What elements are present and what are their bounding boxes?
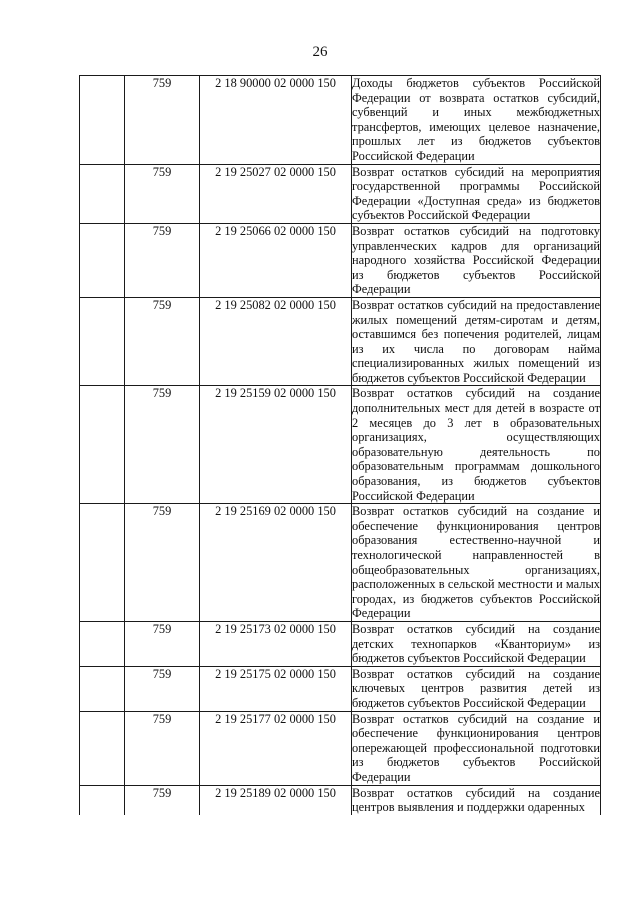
administrator-code-cell: 759 <box>125 711 200 785</box>
administrator-code-cell: 759 <box>125 223 200 297</box>
income-name-cell: Возврат остатков субсидий на создание центров выявления и поддержки одаренных <box>352 785 600 815</box>
table-row <box>80 297 601 386</box>
income-code-cell: 2 19 25169 02 0000 150 <box>200 504 352 622</box>
empty-cell <box>80 76 125 165</box>
income-name-cell: Возврат остатков субсидий на создание и обеспечение функционирования центров опережающей профессиональной подготовки из бюджетов субъектов Российской Федерации <box>352 711 600 784</box>
empty-cell <box>80 666 125 711</box>
income-name-cell: Возврат остатков субсидий на создание детских технопарков «Кванториум» из бюджетов субъектов Российской Федерации <box>352 621 600 666</box>
income-code-cell: 2 19 25027 02 0000 150 <box>200 164 352 223</box>
empty-cell <box>80 621 125 666</box>
administrator-code-cell: 759 <box>125 785 200 815</box>
administrator-code-cell: 759 <box>125 164 200 223</box>
income-code-cell: 2 19 25173 02 0000 150 <box>200 621 352 666</box>
income-name-cell: Возврат остатков субсидий на предоставление жилых помещений детям-сиротам и детям, оставшимся без попечения родителей, лицам из их числа по договорам найма специализированных жилых помещений из бюджетов субъектов Российской Федерации <box>352 297 600 385</box>
administrator-code-cell: 759 <box>125 297 200 386</box>
table-row <box>80 711 601 785</box>
table-row <box>80 164 601 223</box>
income-name-cell: Возврат остатков субсидий на создание дополнительных мест для детей в возрасте от 2 месяцев до 3 лет в образовательных организациях, осуществляющих образовательную деятельность по образовательным программам дошкольного образования, из бюджетов субъектов Российской Федерации <box>352 386 600 503</box>
income-code-cell: 2 19 25082 02 0000 150 <box>200 297 352 386</box>
administrator-code-cell: 759 <box>125 76 200 165</box>
budget-classification-table <box>79 75 601 815</box>
empty-cell <box>80 785 125 815</box>
income-code-cell: 2 19 25175 02 0000 150 <box>200 666 352 711</box>
income-name-cell: Возврат остатков субсидий на создание и обеспечение функционирования центров образования естественно-научной и технологической направленностей в общеобразовательных организациях, расположенных в сельской местности и малых городах, из бюджетов субъектов Российской Федерации <box>352 504 600 621</box>
income-name-cell: Доходы бюджетов субъектов Российской Федерации от возврата остатков субсидий, субвенций и иных межбюджетных трансфертов, имеющих целевое назначение, прошлых лет из бюджетов субъектов Российской Федерации <box>352 76 600 163</box>
income-code-cell: 2 19 25177 02 0000 150 <box>200 711 352 785</box>
income-code-cell: 2 19 25189 02 0000 150 <box>200 785 352 815</box>
table-row <box>80 666 601 711</box>
administrator-code-cell: 759 <box>125 386 200 504</box>
administrator-code-cell: 759 <box>125 504 200 622</box>
income-code-cell: 2 18 90000 02 0000 150 <box>200 76 352 165</box>
empty-cell <box>80 386 125 504</box>
table-row <box>80 223 601 297</box>
empty-cell <box>80 164 125 223</box>
income-name-cell: Возврат остатков субсидий на создание ключевых центров развития детей из бюджетов субъектов Российской Федерации <box>352 666 600 710</box>
table-row <box>80 386 601 504</box>
table-row <box>80 504 601 622</box>
table-row <box>80 621 601 666</box>
empty-cell <box>80 223 125 297</box>
administrator-code-cell: 759 <box>125 666 200 711</box>
income-code-cell: 2 19 25159 02 0000 150 <box>200 386 352 504</box>
table-row <box>80 785 601 815</box>
income-name-cell: Возврат остатков субсидий на подготовку управленческих кадров для организаций народного хозяйства Российской Федерации из бюджетов субъектов Российской Федерации <box>352 223 600 297</box>
table-row <box>80 76 601 165</box>
empty-cell <box>80 297 125 386</box>
page-number: 26 <box>312 44 328 60</box>
empty-cell <box>80 711 125 785</box>
administrator-code-cell: 759 <box>125 621 200 666</box>
income-code-cell: 2 19 25066 02 0000 150 <box>200 223 352 297</box>
empty-cell <box>80 504 125 622</box>
income-name-cell: Возврат остатков субсидий на мероприятия государственной программы Российской Федерации «Доступная среда» из бюджетов субъектов Российской Федерации <box>352 164 600 223</box>
